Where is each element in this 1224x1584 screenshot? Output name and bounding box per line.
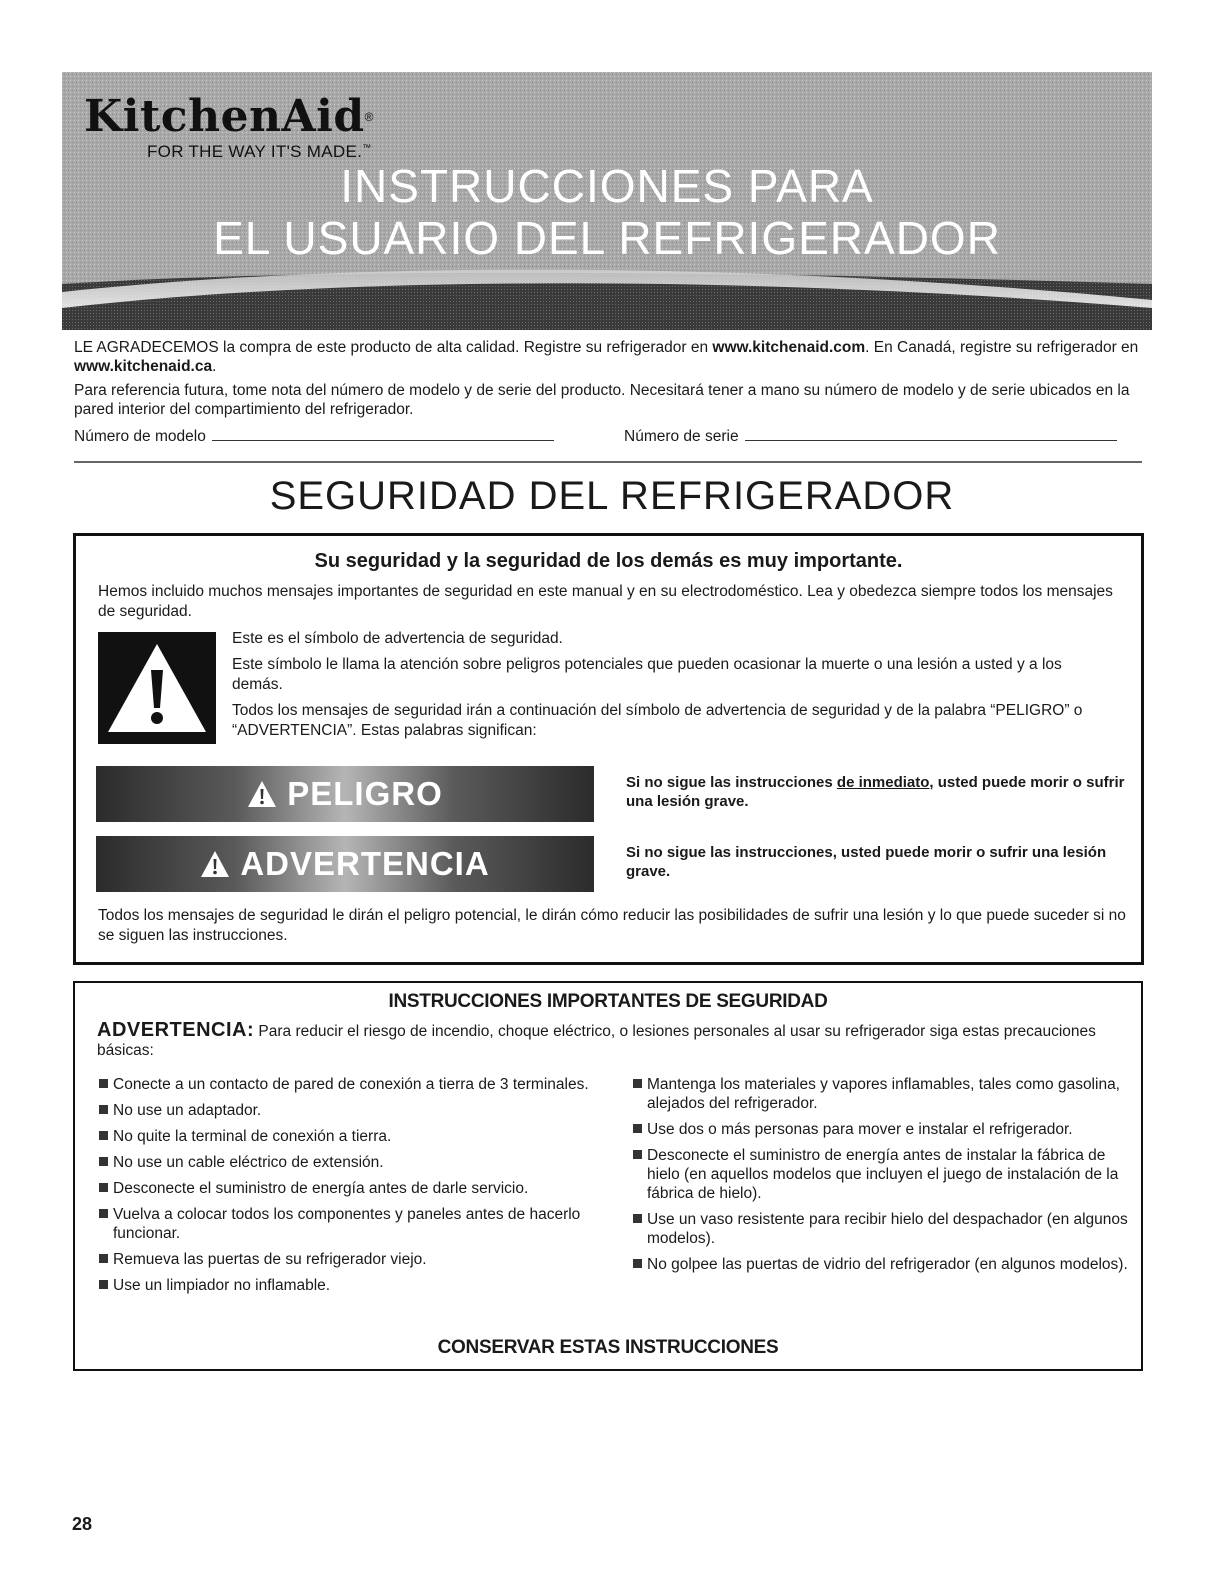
bullet-icon	[633, 1214, 642, 1223]
symbol-explanation	[232, 629, 1112, 747]
bullet-icon	[633, 1150, 642, 1159]
intro-p1-b: . En Canadá, registre su refrigerador en	[865, 339, 1139, 356]
list-item-text: Mantenga los materiales y vapores inflamables, tales como gasolina, alejados del refrigerador.	[647, 1076, 1120, 1112]
list-item	[631, 1146, 1131, 1203]
serial-number-row	[624, 426, 1117, 446]
danger-alert-icon	[247, 780, 277, 808]
symbol-line-2: Este símbolo le llama la atención sobre peligros potenciales que pueden ocasionar la muerte o una lesión a usted y a los demás.	[232, 656, 1062, 693]
danger-label-text: PELIGRO	[287, 775, 443, 812]
instructions-footer: CONSERVAR ESTAS INSTRUCCIONES	[437, 1337, 779, 1358]
danger-signal-label	[96, 766, 594, 822]
instructions-left-column	[97, 1075, 597, 1302]
brand-name	[84, 92, 374, 142]
instructions-warning-label: ADVERTENCIA:	[97, 1019, 255, 1041]
bullet-icon	[99, 1280, 108, 1289]
page-number: 28	[72, 1514, 93, 1534]
safety-box	[73, 533, 1144, 965]
bullet-icon	[633, 1259, 642, 1268]
danger-desc-a: Si no sigue las instrucciones	[626, 774, 837, 791]
kitchenaid-com-link[interactable]: www.kitchenaid.com	[712, 339, 866, 356]
danger-desc-underline: de inmediato	[836, 774, 930, 791]
list-item	[97, 1179, 597, 1198]
list-item-text: No use un cable eléctrico de extensión.	[113, 1154, 384, 1171]
intro-p1-c: .	[212, 358, 217, 375]
list-item-text: Desconecte el suministro de energía antes de instalar la fábrica de hielo (en aquellos modelos que incluyen el juego de instalación de la fábrica de hielo).	[647, 1147, 1119, 1202]
list-item	[631, 1120, 1131, 1139]
danger-desc-b: , usted puede morir o sufrir una lesión grave.	[626, 774, 1125, 810]
list-item-text: No golpee las puertas de vidrio del refrigerador (en algunos modelos).	[647, 1256, 1128, 1273]
list-item-text: Vuelva a colocar todos los componentes y paneles antes de hacerlo funcionar.	[113, 1206, 581, 1242]
kitchenaid-ca-link[interactable]: www.kitchenaid.ca	[74, 358, 213, 375]
list-item	[631, 1255, 1131, 1274]
bullet-icon	[633, 1079, 642, 1088]
bullet-icon	[633, 1124, 642, 1133]
bullet-icon	[99, 1183, 108, 1192]
list-item-text: Use un vaso resistente para recibir hielo del despachador (en algunos modelos).	[647, 1211, 1128, 1247]
bullet-icon	[99, 1079, 108, 1088]
list-item	[631, 1075, 1131, 1113]
banner-title	[62, 160, 1152, 264]
bullet-icon	[99, 1157, 108, 1166]
divider	[74, 461, 1142, 463]
list-item	[97, 1127, 597, 1146]
list-item-text: Conecte a un contacto de pared de conexión a tierra de 3 terminales.	[113, 1076, 589, 1093]
serial-number-field[interactable]	[745, 426, 1117, 441]
symbol-line-3: Todos los mensajes de seguridad irán a continuación del símbolo de advertencia de seguridad y de la palabra “PELIGRO” o “ADVERTENCIA”. Estas palabras significan:	[232, 702, 1083, 739]
model-number-row	[74, 426, 554, 446]
danger-signal-word	[96, 766, 594, 822]
tagline-text: FOR THE WAY IT'S MADE.	[147, 142, 363, 161]
instructions-right-column	[631, 1075, 1131, 1281]
section-title: SEGURIDAD DEL REFRIGERADOR	[269, 474, 955, 518]
list-item	[97, 1276, 597, 1295]
instructions-warning-text: Para reducir el riesgo de incendio, choque eléctrico, o lesiones personales al usar su refrigerador siga estas precauciones básicas:	[97, 1023, 1096, 1059]
banner-title-line1: INSTRUCCIONES PARA	[340, 160, 874, 212]
warning-alert-icon	[200, 850, 230, 878]
intro-paragraph-2: Para referencia futura, tome nota del número de modelo y de serie del producto. Necesitará tener a mano su número de modelo y de serie ubicados en la pared interior del compartimiento del refrigerador.	[74, 382, 1130, 418]
model-number-label: Número de modelo	[74, 428, 206, 445]
banner-title-line2: EL USUARIO DEL REFRIGERADOR	[213, 212, 1001, 264]
list-item	[631, 1210, 1131, 1248]
list-item	[97, 1205, 597, 1243]
bullet-icon	[99, 1209, 108, 1218]
bullet-icon	[99, 1254, 108, 1263]
intro-paragraph-1	[74, 338, 1144, 376]
list-item	[97, 1250, 597, 1269]
list-item	[97, 1075, 597, 1094]
tagline-mark: ™	[362, 142, 372, 153]
serial-number-label: Número de serie	[624, 428, 739, 445]
bullet-icon	[99, 1131, 108, 1140]
instructions-warning	[97, 1021, 1117, 1060]
symbol-line-1: Este es el símbolo de advertencia de seguridad.	[232, 630, 563, 647]
warning-signal-label	[96, 836, 594, 892]
brand-logo	[84, 92, 374, 162]
important-instructions-box	[73, 981, 1143, 1371]
danger-description	[626, 773, 1126, 811]
model-number-field[interactable]	[212, 426, 554, 441]
intro-p1-a: LE AGRADECEMOS la compra de este producto de alta calidad. Registre su refrigerador en	[74, 339, 713, 356]
intro-text	[74, 338, 1144, 424]
list-item	[97, 1101, 597, 1120]
registered-mark: ®	[364, 110, 375, 124]
warning-description: Si no sigue las instrucciones, usted puede morir o sufrir una lesión grave.	[626, 844, 1107, 880]
list-item	[97, 1153, 597, 1172]
list-item-text: Desconecte el suministro de energía antes de darle servicio.	[113, 1180, 529, 1197]
list-item-text: No use un adaptador.	[113, 1102, 262, 1119]
safety-alert-symbol-icon	[98, 632, 216, 744]
warning-label-text: ADVERTENCIA	[240, 845, 490, 882]
safety-intro: Hemos incluido muchos mensajes importantes de seguridad en este manual y en su electrodoméstico. Lea y obedezca siempre todos los mensajes de seguridad.	[98, 583, 1113, 620]
brand-name-text: KitchenAid	[84, 91, 365, 142]
bullet-icon	[99, 1105, 108, 1114]
list-item-text: No quite la terminal de conexión a tierra.	[113, 1128, 392, 1145]
instructions-heading: INSTRUCCIONES IMPORTANTES DE SEGURIDAD	[388, 991, 828, 1012]
list-item-text: Use un limpiador no inflamable.	[113, 1277, 331, 1294]
brand-tagline	[147, 142, 374, 162]
list-item-text: Remueva las puertas de su refrigerador viejo.	[113, 1251, 427, 1268]
safety-heading: Su seguridad y la seguridad de los demás es muy importante.	[314, 550, 903, 572]
warning-signal-word	[96, 836, 594, 892]
list-item-text: Use dos o más personas para mover e instalar el refrigerador.	[647, 1121, 1073, 1138]
safety-footer: Todos los mensajes de seguridad le dirán el peligro potencial, le dirán cómo reducir las posibilidades de sufrir una lesión y lo que puede suceder si no se siguen las instrucciones.	[98, 907, 1126, 944]
